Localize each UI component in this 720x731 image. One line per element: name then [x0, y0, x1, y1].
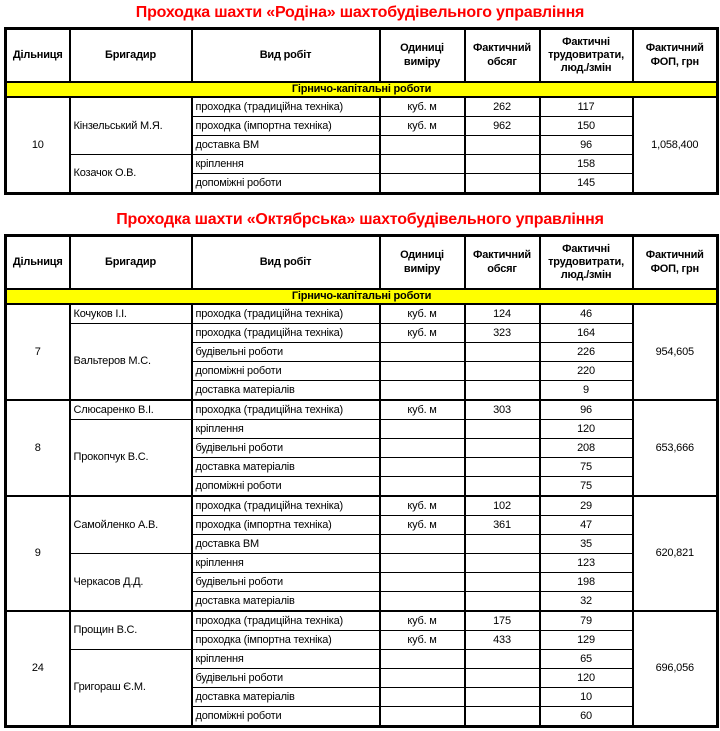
labor-cell: 9	[540, 381, 633, 401]
volume-cell	[465, 136, 540, 155]
work-type-cell: кріплення	[192, 155, 380, 174]
unit-cell: куб. м	[380, 496, 465, 516]
volume-cell: 361	[465, 516, 540, 535]
labor-cell: 123	[540, 554, 633, 573]
labor-cell: 60	[540, 707, 633, 727]
volume-cell	[465, 174, 540, 194]
brigadier-cell: Черкасов Д.Д.	[70, 554, 192, 612]
labor-cell: 129	[540, 631, 633, 650]
category-band: Гірничо-капітальні роботи	[6, 82, 718, 97]
unit-cell	[380, 174, 465, 194]
brigadier-cell: Козачок О.В.	[70, 155, 192, 194]
column-header: Фактичний ФОП, грн	[633, 29, 718, 83]
volume-cell	[465, 573, 540, 592]
column-header: Дільниця	[6, 236, 70, 290]
labor-cell: 75	[540, 477, 633, 497]
table-row	[6, 496, 718, 516]
table-row	[6, 324, 718, 343]
unit-cell	[380, 439, 465, 458]
labor-cell: 96	[540, 400, 633, 420]
work-type-cell: будівельні роботи	[192, 343, 380, 362]
work-type-cell: допоміжні роботи	[192, 477, 380, 497]
unit-cell	[380, 535, 465, 554]
labor-cell: 198	[540, 573, 633, 592]
column-header: Одиниці виміру	[380, 29, 465, 83]
work-type-cell: доставка матеріалів	[192, 592, 380, 612]
work-type-cell: проходка (традиційна техніка)	[192, 97, 380, 117]
work-type-cell: кріплення	[192, 650, 380, 669]
fop-cell: 653,666	[633, 400, 718, 496]
table-row	[6, 554, 718, 573]
unit-cell: куб. м	[380, 97, 465, 117]
unit-cell	[380, 381, 465, 401]
labor-cell: 79	[540, 611, 633, 631]
labor-cell: 29	[540, 496, 633, 516]
unit-cell	[380, 420, 465, 439]
table-block-2	[0, 211, 720, 728]
table-title: Проходка шахти «Родіна» шахтобудівельного управління	[135, 4, 585, 21]
volume-cell: 175	[465, 611, 540, 631]
work-type-cell: допоміжні роботи	[192, 174, 380, 194]
work-type-cell: доставка ВМ	[192, 136, 380, 155]
volume-cell	[465, 362, 540, 381]
column-header: Одиниці виміру	[380, 236, 465, 290]
category-band-row	[6, 289, 718, 304]
labor-cell: 75	[540, 458, 633, 477]
work-type-cell: будівельні роботи	[192, 573, 380, 592]
column-header: Бригадир	[70, 236, 192, 290]
labor-cell: 65	[540, 650, 633, 669]
volume-cell	[465, 688, 540, 707]
fop-cell: 1,058,400	[633, 97, 718, 194]
work-type-cell: доставка матеріалів	[192, 688, 380, 707]
report-table	[4, 234, 719, 728]
unit-cell	[380, 362, 465, 381]
volume-cell	[465, 669, 540, 688]
volume-cell	[465, 554, 540, 573]
unit-cell	[380, 688, 465, 707]
work-type-cell: проходка (імпортна техніка)	[192, 631, 380, 650]
column-header: Вид робіт	[192, 29, 380, 83]
volume-cell	[465, 420, 540, 439]
work-type-cell: проходка (імпортна техніка)	[192, 516, 380, 535]
unit-cell	[380, 650, 465, 669]
table-row	[6, 97, 718, 117]
district-cell: 7	[6, 304, 70, 400]
volume-cell	[465, 707, 540, 727]
brigadier-cell: Кінзельський М.Я.	[70, 97, 192, 155]
labor-cell: 47	[540, 516, 633, 535]
brigadier-cell: Вальтеров М.С.	[70, 324, 192, 401]
work-type-cell: проходка (традиційна техніка)	[192, 400, 380, 420]
column-header: Фактичний обсяг	[465, 236, 540, 290]
volume-cell: 323	[465, 324, 540, 343]
work-type-cell: проходка (традиційна техніка)	[192, 304, 380, 324]
header-row	[6, 236, 718, 290]
brigadier-cell: Прокопчук В.С.	[70, 420, 192, 497]
labor-cell: 220	[540, 362, 633, 381]
unit-cell: куб. м	[380, 611, 465, 631]
volume-cell	[465, 535, 540, 554]
work-type-cell: проходка (традиційна техніка)	[192, 496, 380, 516]
unit-cell	[380, 554, 465, 573]
report-table	[4, 27, 719, 195]
unit-cell	[380, 669, 465, 688]
unit-cell	[380, 458, 465, 477]
unit-cell	[380, 477, 465, 497]
column-header: Бригадир	[70, 29, 192, 83]
district-cell: 8	[6, 400, 70, 496]
work-type-cell: кріплення	[192, 420, 380, 439]
brigadier-cell: Прощин В.С.	[70, 611, 192, 650]
work-type-cell: доставка матеріалів	[192, 458, 380, 477]
unit-cell	[380, 573, 465, 592]
unit-cell	[380, 707, 465, 727]
labor-cell: 120	[540, 669, 633, 688]
header-row	[6, 29, 718, 83]
fop-cell: 696,056	[633, 611, 718, 727]
unit-cell	[380, 592, 465, 612]
brigadier-cell: Слюсаренко В.І.	[70, 400, 192, 420]
table-row	[6, 611, 718, 631]
category-band-row	[6, 82, 718, 97]
table-row	[6, 155, 718, 174]
unit-cell	[380, 136, 465, 155]
column-header: Вид робіт	[192, 236, 380, 290]
column-header: Фактичний обсяг	[465, 29, 540, 83]
brigadier-cell: Самойленко А.В.	[70, 496, 192, 554]
fop-cell: 954,605	[633, 304, 718, 400]
volume-cell: 262	[465, 97, 540, 117]
unit-cell: куб. м	[380, 631, 465, 650]
volume-cell: 102	[465, 496, 540, 516]
labor-cell: 10	[540, 688, 633, 707]
work-type-cell: допоміжні роботи	[192, 707, 380, 727]
labor-cell: 46	[540, 304, 633, 324]
unit-cell	[380, 155, 465, 174]
labor-cell: 96	[540, 136, 633, 155]
labor-cell: 226	[540, 343, 633, 362]
labor-cell: 145	[540, 174, 633, 194]
district-cell: 24	[6, 611, 70, 727]
unit-cell	[380, 343, 465, 362]
volume-cell: 962	[465, 117, 540, 136]
labor-cell: 208	[540, 439, 633, 458]
column-header: Фактичні трудовитрати, люд./змін	[540, 29, 633, 83]
volume-cell	[465, 343, 540, 362]
brigadier-cell: Григораш Є.М.	[70, 650, 192, 727]
volume-cell: 124	[465, 304, 540, 324]
unit-cell: куб. м	[380, 516, 465, 535]
labor-cell: 150	[540, 117, 633, 136]
table-block-1	[0, 4, 720, 195]
table-row	[6, 650, 718, 669]
table-row	[6, 304, 718, 324]
volume-cell	[465, 439, 540, 458]
labor-cell: 32	[540, 592, 633, 612]
column-header: Дільниця	[6, 29, 70, 83]
column-header: Фактичний ФОП, грн	[633, 236, 718, 290]
work-type-cell: будівельні роботи	[192, 439, 380, 458]
volume-cell	[465, 650, 540, 669]
unit-cell: куб. м	[380, 304, 465, 324]
fop-cell: 620,821	[633, 496, 718, 611]
unit-cell: куб. м	[380, 324, 465, 343]
labor-cell: 117	[540, 97, 633, 117]
unit-cell: куб. м	[380, 400, 465, 420]
table-row	[6, 420, 718, 439]
work-type-cell: доставка ВМ	[192, 535, 380, 554]
district-cell: 9	[6, 496, 70, 611]
labor-cell: 158	[540, 155, 633, 174]
brigadier-cell: Кочуков І.І.	[70, 304, 192, 324]
category-band: Гірничо-капітальні роботи	[6, 289, 718, 304]
unit-cell: куб. м	[380, 117, 465, 136]
volume-cell	[465, 592, 540, 612]
volume-cell	[465, 458, 540, 477]
table-row	[6, 400, 718, 420]
work-type-cell: доставка матеріалів	[192, 381, 380, 401]
work-type-cell: проходка (імпортна техніка)	[192, 117, 380, 136]
work-type-cell: кріплення	[192, 554, 380, 573]
labor-cell: 164	[540, 324, 633, 343]
labor-cell: 35	[540, 535, 633, 554]
table-title: Проходка шахти «Октябрська» шахтобудівельного управління	[116, 211, 604, 228]
volume-cell	[465, 155, 540, 174]
work-type-cell: допоміжні роботи	[192, 362, 380, 381]
volume-cell	[465, 381, 540, 401]
labor-cell: 120	[540, 420, 633, 439]
work-type-cell: проходка (традиційна техніка)	[192, 324, 380, 343]
volume-cell: 303	[465, 400, 540, 420]
column-header: Фактичні трудовитрати, люд./змін	[540, 236, 633, 290]
work-type-cell: будівельні роботи	[192, 669, 380, 688]
volume-cell	[465, 477, 540, 497]
district-cell: 10	[6, 97, 70, 194]
work-type-cell: проходка (традиційна техніка)	[192, 611, 380, 631]
volume-cell: 433	[465, 631, 540, 650]
